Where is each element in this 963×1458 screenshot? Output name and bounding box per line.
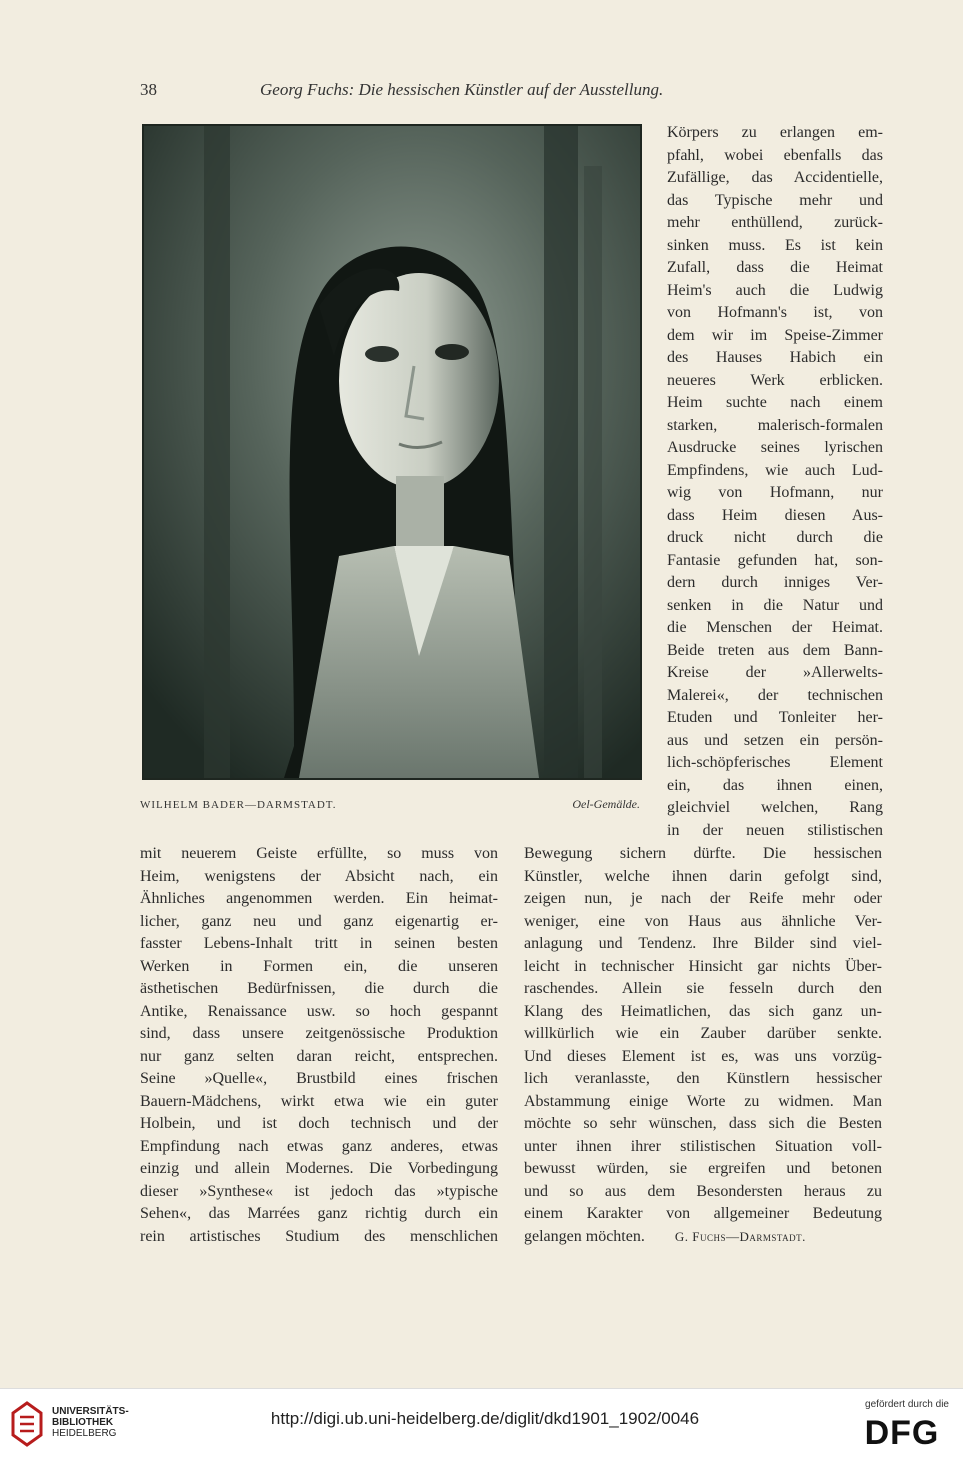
text-line: Bauern-Mädchens, wirkt etwa wie ein guter [140, 1092, 498, 1110]
text-line: dem wir im Speise-Zimmer [667, 326, 883, 344]
text-line: von Hofmann's ist, von [667, 304, 883, 321]
text-line: leicht in technischer Hinsicht gar nichts Über- [524, 957, 882, 975]
text-line: ein, das ihnen einen, [667, 776, 883, 794]
text-line: pfahl, wobei ebenfalls das [667, 146, 883, 164]
text-line: Heim's auch die Ludwig [667, 281, 883, 299]
text-line: sind, dass unsere zeitgenössische Produktion [140, 1025, 498, 1042]
text-line: mit neuerem Geiste erfüllte, so muss von [140, 845, 498, 862]
text-line: die Menschen der Heimat. [667, 619, 883, 636]
author-signature: G. Fuchs—Darmstadt. [674, 1228, 806, 1244]
text-line: Etuden und Tonleiter her- [667, 709, 883, 726]
running-header [140, 80, 885, 102]
text-line: Zufällige, das Accidentielle, [667, 169, 883, 186]
text-line: gleichviel welchen, Rang [667, 799, 883, 816]
text-line: fasster Lebens-Inhalt tritt in seinen besten [140, 935, 498, 952]
sponsor-text: gefördert durch die [865, 1399, 949, 1410]
text-line: dieser »Synthese« ist jedoch das »typische [140, 1182, 498, 1200]
text-line: Sehen«, das Marrées ganz richtig durch ein [140, 1205, 498, 1222]
figure-caption [140, 797, 640, 815]
text-line: Heim, wenigstens der Absicht nach, ein [140, 867, 498, 885]
text-line: anlagung und Tendenz. Ihre Bilder sind viel- [524, 935, 882, 952]
text-line: das Typische mehr und [667, 191, 883, 209]
text-line: unter ihnen ihrer stilistischen Situation voll- [524, 1137, 882, 1155]
text-line: einem Karakter von allgemeiner Bedeutung [524, 1205, 882, 1222]
text-line: wig von Hofmann, nur [667, 484, 883, 501]
text-line: rein artistisches Studium des menschlichen [140, 1227, 498, 1245]
digitization-footer [0, 1388, 963, 1458]
library-name-line1: UNIVERSITÄTS- [52, 1406, 129, 1417]
text-line: dern durch inniges Ver- [667, 574, 883, 591]
text-line: Zufall, dass die Heimat [667, 259, 883, 276]
text-line: starken, malerisch-formalen [667, 416, 883, 434]
text-line: Empfindens, wie auch Lud- [667, 461, 883, 479]
caption-medium: Oel-Gemälde. [572, 797, 640, 811]
closing-line [524, 1226, 882, 1249]
text-line: Antike, Renaissance usw. so hoch gespannt [140, 1002, 498, 1020]
text-line: sinken muss. Es ist kein [667, 236, 883, 254]
text-line: in der neuen stilistischen [667, 821, 883, 839]
text-line: Klang des Heimatlichen, das sich ganz un- [524, 1002, 882, 1020]
text-line: Kreise der »Allerwelts- [667, 664, 883, 681]
text-line: lich veranlasste, den Künstlern hessischer [524, 1070, 882, 1087]
text-line: nur ganz selten daran reicht, entsprechen. [140, 1047, 498, 1065]
closing-text: gelangen möchten. [524, 1227, 645, 1245]
text-line: Seine »Quelle«, Brustbild eines frischen [140, 1070, 498, 1087]
library-name [52, 1406, 142, 1448]
text-line: dass Heim diesen Aus- [667, 506, 883, 524]
page-number: 38 [140, 80, 157, 99]
text-line: Beide treten aus dem Bann- [667, 641, 883, 659]
portrait-image [144, 126, 640, 778]
text-line: Malerei«, der technischen [667, 686, 883, 704]
text-line: lich-schöpferisches Element [667, 754, 883, 771]
text-line: Heim suchte nach einem [667, 394, 883, 411]
text-line: Abstammung einige Worte zu widmen. Man [524, 1092, 882, 1110]
text-line: aus und setzen ein persön- [667, 731, 883, 749]
text-line: willkürlich wie ein Zauber darüber senkte. [524, 1025, 882, 1042]
text-line: weniger, eine von Haus aus ähnliche Ver- [524, 912, 882, 930]
text-line: Bewegung sichern dürfte. Die hessischen [524, 845, 882, 862]
text-line: raschendes. Allein sie fesseln durch den [524, 980, 882, 997]
text-line: zeigen nun, je nach der Reife mehr oder [524, 890, 882, 907]
text-line: Körpers zu erlangen em- [667, 124, 883, 141]
library-name-line2: BIBLIOTHEK [52, 1417, 114, 1428]
running-title: Georg Fuchs: Die hessischen Künstler auf der Ausstellung. [260, 80, 664, 99]
text-line: bewusst würden, sie ergreifen und betonen [524, 1160, 882, 1177]
text-line: Künstler, welche ihnen darin gefolgt sind, [524, 867, 882, 885]
caption-artist: WILHELM BADER—DARMSTADT. [140, 799, 337, 811]
text-line: Empfindung nach etwas ganz anderes, etwas [140, 1137, 498, 1155]
text-line: mehr enthüllend, zurück- [667, 214, 883, 231]
text-line: neueres Werk erblicken. [667, 371, 883, 389]
text-line: des Hauses Habich ein [667, 349, 883, 366]
dfg-logo-icon [855, 1413, 949, 1449]
text-line: Fantasie gefunden hat, son- [667, 551, 883, 569]
university-seal-icon [10, 1401, 44, 1447]
library-name-line3: HEIDELBERG [52, 1428, 117, 1439]
text-line: Ähnliches angenommen werden. Ein heimat- [140, 890, 498, 907]
text-line: einzig und allein Modernes. Die Vorbedingung [140, 1160, 498, 1177]
text-line: senken in die Natur und [667, 596, 883, 614]
text-line: möchte so sehr wünschen, dass sich die Besten [524, 1115, 882, 1132]
text-line: Holbein, und ist doch technisch und der [140, 1115, 498, 1132]
portrait-painting [142, 124, 642, 780]
text-line: Werken in Formen ein, die unseren [140, 957, 498, 975]
dfg-logo-text: DFG [864, 1414, 940, 1449]
text-line: druck nicht durch die [667, 529, 883, 546]
text-line: Ausdrucke seines lyrischen [667, 439, 883, 456]
text-line: ästhetischen Bedürfnissen, die durch die [140, 980, 498, 997]
text-line: und so aus dem Besondersten heraus zu [524, 1182, 882, 1200]
permalink-url[interactable]: http://digi.ub.uni-heidelberg.de/diglit/dkd1901_1902/0046 [270, 1409, 700, 1428]
text-line: licher, ganz neu und ganz eigenartig er- [140, 912, 498, 930]
text-line: Und dieses Element ist es, was uns vorzüg- [524, 1047, 882, 1065]
